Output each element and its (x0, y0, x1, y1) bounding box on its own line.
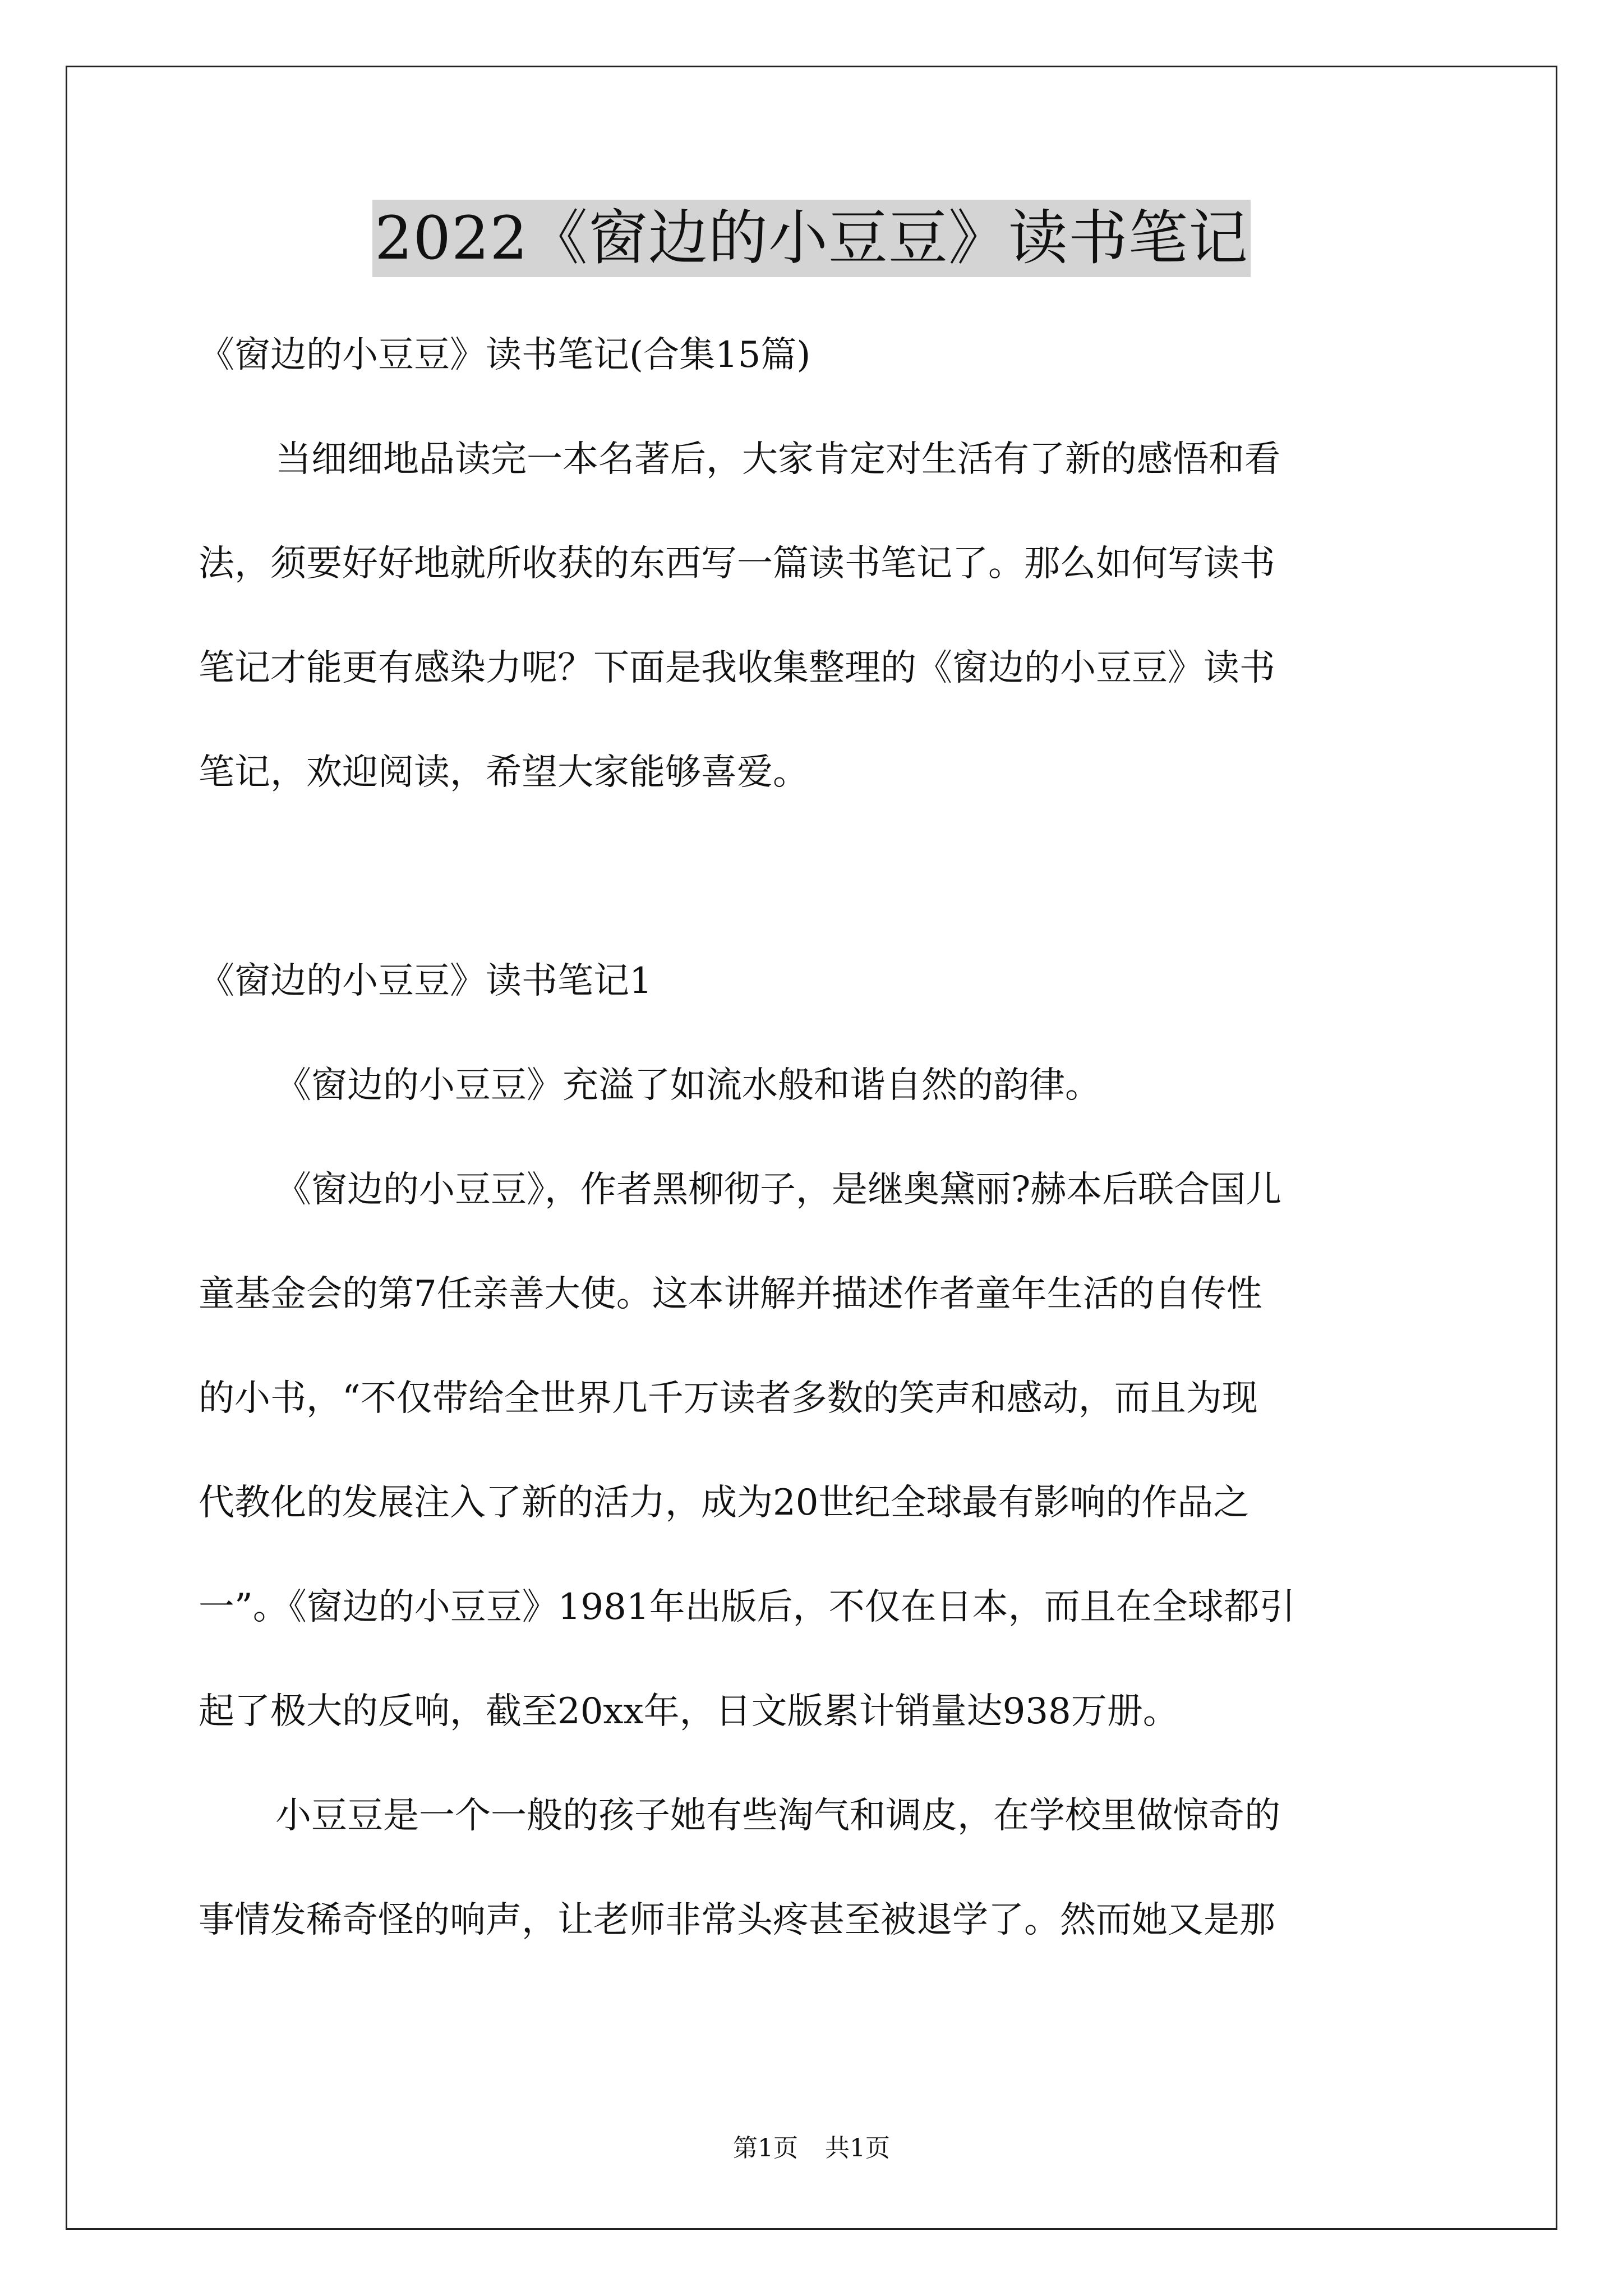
paragraph-3-line: 事情发稀奇怪的响声，让老师非常头疼甚至被退学了。然而她又是那 (199, 1899, 1275, 1941)
intro-line: 当细细地品读完一本名著后，大家肯定对生活有了新的感悟和看 (275, 439, 1280, 480)
paragraph-2-line: 代教化的发展注入了新的活力，成为20世纪全球最有影响的作品之 (199, 1482, 1249, 1524)
paragraph-2-line: 童基金会的第7任亲善大使。这本讲解并描述作者童年生活的自传性 (199, 1273, 1262, 1315)
paragraph-2-line: 起了极大的反响，截至20xx年，日文版累计销量达938万册。 (199, 1691, 1179, 1732)
page-number: 第1页 (733, 2134, 798, 2162)
intro-line: 笔记才能更有感染力呢？下面是我收集整理的《窗边的小豆豆》读书 (199, 647, 1275, 689)
document-body (199, 303, 1432, 1972)
section-heading: 《窗边的小豆豆》读书笔记1 (199, 960, 652, 1002)
intro-line: 法，须要好好地就所收获的东西写一篇读书笔记了。那么如何写读书 (199, 543, 1275, 585)
intro-line: 笔记，欢迎阅读，希望大家能够喜爱。 (199, 752, 809, 793)
paragraph-2-line: 《窗边的小豆豆》，作者黑柳彻子，是继奥黛丽?赫本后联合国儿 (275, 1169, 1282, 1211)
subtitle: 《窗边的小豆豆》读书笔记(合集15篇) (199, 334, 811, 376)
page-total: 共1页 (825, 2134, 890, 2162)
document-title: 2022《窗边的小豆豆》读书笔记 (372, 200, 1251, 277)
paragraph-2-line: 的小书，“不仅带给全世界几千万读者多数的笑声和感动，而且为现 (199, 1378, 1258, 1419)
page-footer (0, 2132, 1623, 2165)
paragraph-3-line: 小豆豆是一个一般的孩子她有些淘气和调皮，在学校里做惊奇的 (275, 1795, 1280, 1837)
paragraph-1: 《窗边的小豆豆》充溢了如流水般和谐自然的韵律。 (275, 1065, 1101, 1106)
paragraph-2-line: 一”。《窗边的小豆豆》1981年出版后，不仅在日本，而且在全球都引 (199, 1586, 1295, 1628)
title-container (0, 200, 1623, 277)
